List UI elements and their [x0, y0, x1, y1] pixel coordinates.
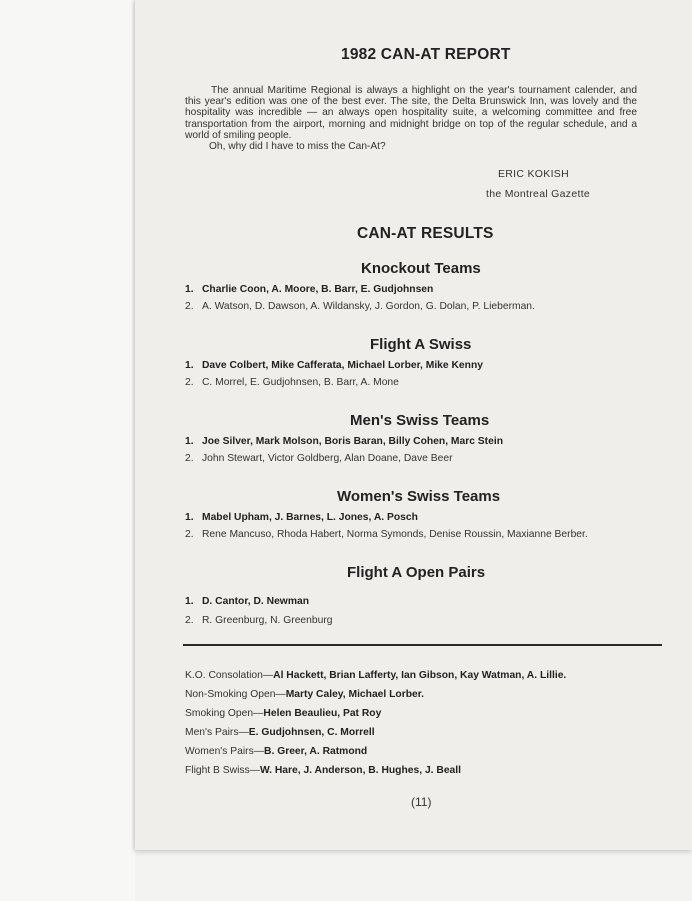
other-event-line: Smoking Open—Helen Beaulieu, Pat Roy	[185, 708, 382, 719]
intro-closing: Oh, why did I have to miss the Can-At?	[209, 141, 386, 153]
result-row-first: 1. D. Cantor, D. Newman	[185, 596, 309, 607]
result-row-first: 1. Mabel Upham, J. Barnes, L. Jones, A. Posch	[185, 512, 418, 523]
result-row-first: 1. Charlie Coon, A. Moore, B. Barr, E. Gudjohnsen	[185, 284, 434, 295]
intro-text	[185, 85, 637, 152]
event-heading: Women's Swiss Teams	[337, 488, 501, 505]
result-row-second: 2. C. Morrel, E. Gudjohnsen, B. Barr, A. Mone	[185, 377, 399, 388]
other-event-line: Non-Smoking Open—Marty Caley, Michael Lorber.	[185, 689, 425, 700]
other-event-line: Women's Pairs—B. Greer, A. Ratmond	[185, 746, 368, 757]
other-event-line: Men's Pairs—E. Gudjohnsen, C. Morrell	[185, 727, 375, 738]
author-affiliation: the Montreal Gazette	[486, 188, 591, 200]
report-title: 1982 CAN-AT REPORT	[341, 46, 511, 63]
other-event-line: Flight B Swiss—W. Hare, J. Anderson, B. Hughes, J. Beall	[185, 765, 461, 776]
result-row-second: 2. Rene Mancuso, Rhoda Habert, Norma Symonds, Denise Roussin, Maxianne Berber.	[185, 529, 588, 540]
other-event-line: K.O. Consolation—Al Hackett, Brian Lafferty, Ian Gibson, Kay Watman, A. Lillie.	[185, 670, 567, 681]
event-heading: Flight A Open Pairs	[347, 564, 486, 581]
intro-paragraph: The annual Maritime Regional is always a highlight on the year's tournament calender, and this year's edition was one of the best ever. The site, the Delta Brunswick Inn, was lovely and the hospitality was incredible — an always open hospitality suite, a welcoming committee and free transportation from the airport, morning and midnight bridge on top of the regular schedule, and a world of smiling people.	[185, 85, 637, 141]
result-row-first: 1. Dave Colbert, Mike Cafferata, Michael Lorber, Mike Kenny	[185, 360, 483, 371]
divider-rule	[183, 644, 662, 646]
result-row-second: 2. John Stewart, Victor Goldberg, Alan Doane, Dave Beer	[185, 453, 453, 464]
event-heading: Knockout Teams	[361, 260, 481, 277]
page-number: (11)	[411, 795, 432, 809]
result-row-first: 1. Joe Silver, Mark Molson, Boris Baran, Billy Cohen, Marc Stein	[185, 436, 503, 447]
event-heading: Men's Swiss Teams	[350, 412, 490, 429]
result-row-second: 2. R. Greenburg, N. Greenburg	[185, 615, 333, 626]
author-name: ERIC KOKISH	[498, 168, 569, 180]
result-row-second: 2. A. Watson, D. Dawson, A. Wildansky, J. Gordon, G. Dolan, P. Lieberman.	[185, 301, 535, 312]
results-heading: CAN-AT RESULTS	[357, 225, 494, 242]
event-heading: Flight A Swiss	[370, 336, 472, 353]
background	[0, 0, 135, 901]
